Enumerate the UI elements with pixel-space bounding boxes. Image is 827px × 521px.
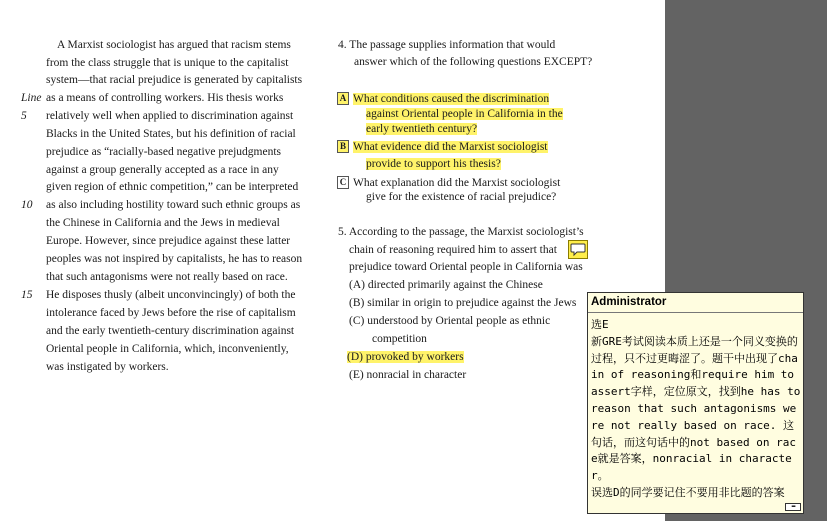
question-5-option-c-cont: competition	[372, 333, 427, 345]
passage-line: Europe. However, since prejudice against these latter	[46, 235, 291, 247]
passage-line: He disposes thusly (albeit unconvincingly) of both the	[46, 289, 296, 301]
question-5-stem: 5. According to the passage, the Marxist sociologist’s	[338, 226, 584, 238]
question-5-stem: chain of reasoning required him to assert that	[349, 244, 557, 256]
passage-line: system—that racial prejudice is generated by capitalists	[46, 74, 303, 86]
comment-note-icon[interactable]	[568, 240, 588, 259]
comment-popup[interactable]	[587, 292, 804, 514]
question-4-option-b-cont	[366, 157, 501, 171]
question-4-option-b[interactable]	[337, 140, 548, 154]
line-number: 15	[21, 289, 33, 301]
passage-line: from the class struggle that is unique to the capitalist	[46, 57, 289, 69]
option-b-text: What evidence did the Marxist sociologist	[353, 141, 548, 153]
question-4-option-c[interactable]	[337, 176, 560, 190]
question-5-option-e[interactable]: (E) nonracial in character	[349, 369, 467, 381]
comment-author: Administrator	[588, 293, 803, 313]
line-number: 10	[21, 199, 33, 211]
option-a-text: against Oriental people in California in the	[366, 108, 563, 120]
option-d-text: (D) provoked by workers	[347, 351, 464, 363]
question-4-option-a-cont	[366, 107, 563, 121]
passage-line: intolerance faced by Jews before the rise of capitalism	[46, 307, 296, 319]
passage-line: prejudice as “racially-based negative prejudgments	[46, 146, 282, 158]
passage-line: and the early twentieth-century discrimination against	[46, 325, 295, 337]
passage-line: was instigated by workers.	[46, 361, 169, 373]
question-4-stem: 4. The passage supplies information that would	[338, 39, 556, 51]
option-c-text: What explanation did the Marxist sociologist	[353, 177, 561, 189]
question-4-option-c-cont	[366, 190, 556, 204]
option-b-text: provide to support his thesis?	[366, 158, 501, 170]
option-a-text: early twentieth century?	[366, 123, 478, 135]
popup-resize-handle[interactable]: ▪▪▪	[785, 503, 801, 511]
comment-text[interactable]: 选E 新GRE考试阅读本质上还是一个同义变换的过程，只不过更晦涩了。题干中出现了chain of reasoning和require him to assert字样，定位原文，找到he has to reason that such antagonisms were not really based on race. 这句话，而这句话中的not based on race就是答案，nonracial in character。 误选D的同学要记住不要用非比题的答案	[591, 318, 801, 499]
question-5-option-a[interactable]: (A) directed primarily against the Chinese	[349, 279, 543, 291]
passage-line: Oriental people in California, which, inconveniently,	[46, 343, 289, 355]
question-4-option-a-cont	[366, 122, 477, 136]
option-a-text: What conditions caused the discrimination	[353, 93, 550, 105]
passage-line: given region of ethnic competition,” can be interpreted	[46, 181, 299, 193]
passage-line: that such antagonisms were not really based on race.	[46, 271, 288, 283]
option-c-text: give for the existence of racial prejudice?	[366, 191, 557, 203]
question-5-option-c[interactable]: (C) understood by Oriental people as ethnic	[349, 315, 551, 327]
passage-line: against a group generally accepted as a race in any	[46, 164, 279, 176]
line-number: 5	[21, 110, 27, 122]
passage-line: peoples was not inspired by capitalists, he has to reason	[46, 253, 303, 265]
passage-line: as also including hostility toward such ethnic groups as	[46, 199, 301, 211]
question-5-option-d[interactable]	[347, 350, 464, 364]
passage-line: A Marxist sociologist has argued that racism stems	[57, 39, 291, 51]
passage-line: the Chinese in California and the Jews in medieval	[46, 217, 280, 229]
passage-line: as a means of controlling workers. His thesis works	[46, 92, 284, 104]
line-label: Line	[21, 92, 42, 104]
passage-line: Blacks in the United States, but his definition of racial	[46, 128, 296, 140]
question-4-stem: answer which of the following questions EXCEPT?	[354, 56, 593, 68]
option-b-letter: B	[337, 140, 349, 153]
question-5-stem: prejudice toward Oriental people in California was	[349, 261, 583, 273]
question-5-option-b[interactable]: (B) similar in origin to prejudice against the Jews	[349, 297, 577, 309]
option-a-letter: A	[337, 92, 349, 105]
reading-passage	[0, 0, 330, 521]
question-4-option-a[interactable]	[337, 92, 549, 106]
option-c-letter: C	[337, 176, 349, 189]
passage-line: relatively well when applied to discrimination against	[46, 110, 294, 122]
